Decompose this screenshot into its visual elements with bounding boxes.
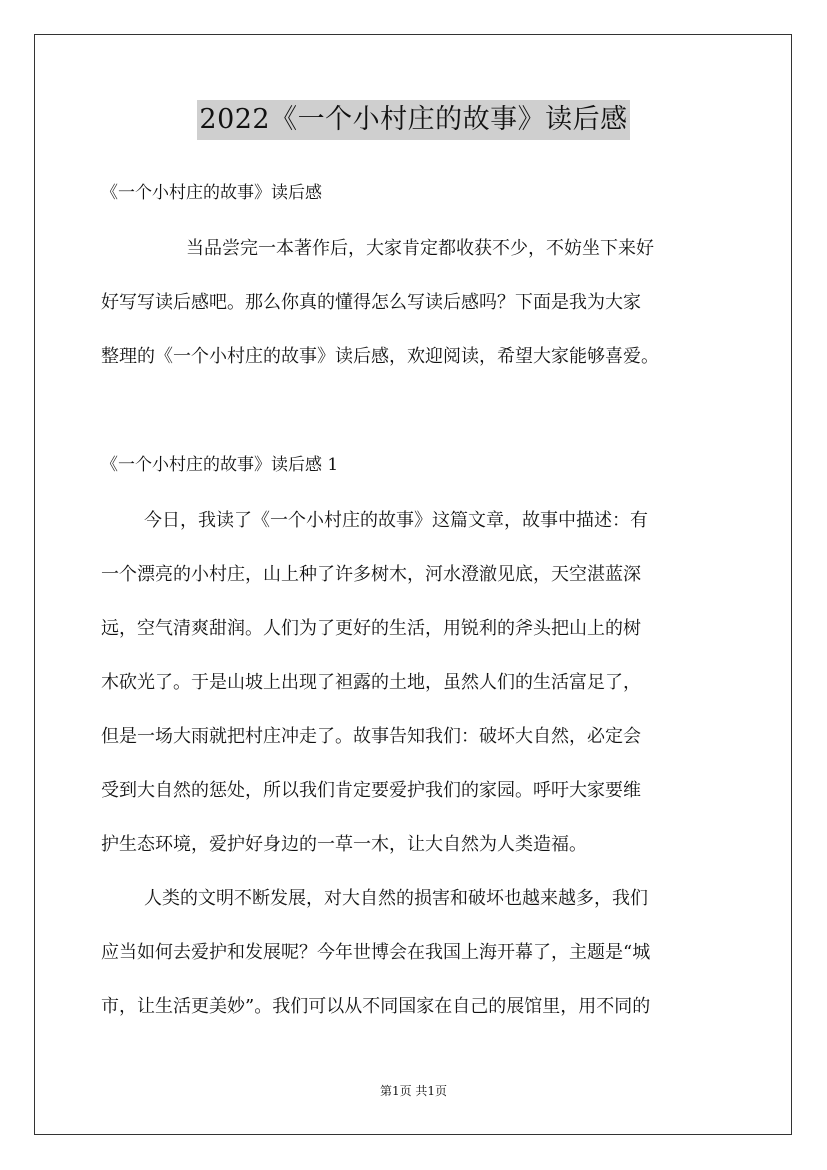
- intro-line: 当品尝完一本著作后，大家肯定都收获不少，不妨坐下来好: [186, 238, 654, 259]
- body-line: 人类的文明不断发展，对大自然的损害和破坏也越来越多，我们: [144, 888, 648, 909]
- intro-line: 好写写读后感吧。那么你真的懂得怎么写读后感吗？下面是我为大家: [101, 292, 641, 313]
- body-line: 远，空气清爽甜润。人们为了更好的生活，用锐利的斧头把山上的树: [101, 618, 641, 639]
- body-line: 应当如何去爱护和发展呢？今年世博会在我国上海开幕了，主题是“城: [101, 942, 651, 963]
- body-line: 但是一场大雨就把村庄冲走了。故事告知我们：破坏大自然，必定会: [101, 726, 641, 747]
- body-line: 一个漂亮的小村庄，山上种了许多树木，河水澄澈见底，天空湛蓝深: [101, 564, 641, 585]
- document-title: 2022《一个小村庄的故事》读后感: [197, 100, 629, 140]
- body-line: 市，让生活更美妙”。我们可以从不同国家在自己的展馆里，用不同的: [101, 996, 651, 1017]
- page-footer: 第1页 共1页: [379, 1084, 448, 1098]
- intro-line: 整理的《一个小村庄的故事》读后感，欢迎阅读，希望大家能够喜爱。: [101, 346, 659, 367]
- body-line: 今日，我读了《一个小村庄的故事》这篇文章，故事中描述：有: [144, 510, 648, 531]
- title-container: [0, 100, 827, 140]
- body-line: 木砍光了。于是山坡上出现了袒露的土地，虽然人们的生活富足了，: [101, 672, 641, 693]
- body-line: 护生态环境，爱护好身边的一草一木，让大自然为人类造福。: [101, 834, 587, 855]
- body-line: 受到大自然的惩处，所以我们肯定要爱护我们的家园。呼吁大家要维: [101, 780, 641, 801]
- subheading: 《一个小村庄的故事》读后感: [101, 183, 322, 203]
- section-heading: 《一个小村庄的故事》读后感 1: [101, 455, 339, 475]
